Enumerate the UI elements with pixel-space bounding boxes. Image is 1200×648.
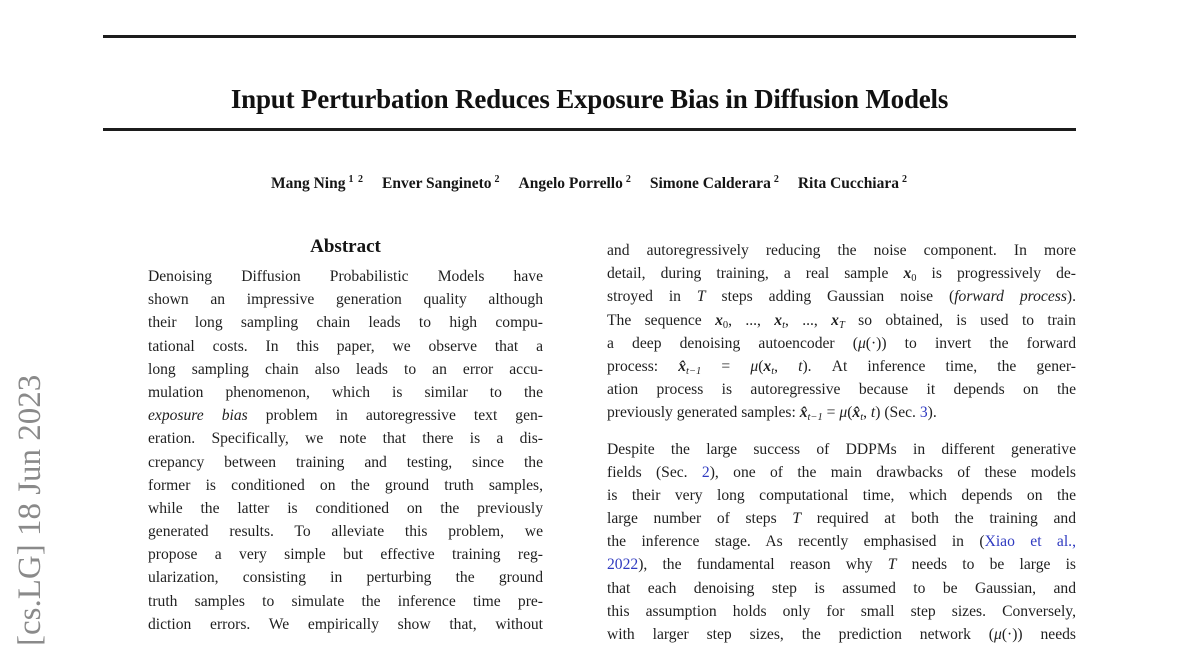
- text-segment: 0: [911, 273, 917, 285]
- text-segment: crepancy between training and testing, since the: [148, 453, 543, 471]
- text-segment: μ: [839, 404, 848, 422]
- intro-paragraph: [607, 239, 1076, 425]
- text-segment: ).: [1066, 288, 1076, 306]
- text-segment: μ: [750, 357, 759, 375]
- text-segment: (·)) needs: [1001, 626, 1076, 643]
- author-affiliation-sup: 2: [494, 174, 501, 185]
- author-line: [103, 174, 1076, 193]
- text-segment: T: [696, 288, 706, 306]
- author-affiliation-sup: 1 2: [348, 174, 364, 185]
- text-line: [148, 451, 543, 474]
- text-segment: x: [774, 311, 783, 329]
- author-affiliation-sup: 2: [773, 174, 780, 185]
- author-affiliation-sup: 2: [625, 174, 632, 185]
- text-segment: detail, during training, a real sample: [607, 265, 904, 283]
- text-segment: their long sampling chain leads to high compu-: [148, 314, 543, 332]
- text-line: [148, 404, 543, 427]
- text-segment: μ: [857, 334, 866, 352]
- text-line: [607, 461, 1076, 484]
- intro-column: [607, 239, 1076, 646]
- text-line: [607, 577, 1076, 600]
- text-line: [607, 553, 1076, 576]
- text-line: [607, 623, 1076, 646]
- text-line: [148, 358, 543, 381]
- text-segment: ,: [863, 404, 871, 422]
- text-segment: needs to be large is: [896, 556, 1076, 574]
- author: [271, 175, 364, 192]
- text-segment: shown an impressive generation quality although: [148, 291, 543, 309]
- text-segment: x: [715, 311, 723, 329]
- text-segment: x: [831, 311, 839, 329]
- author-affiliation-sup: 2: [902, 174, 908, 185]
- text-segment: is their very long computational time, which depends on the: [607, 486, 1076, 504]
- text-segment: diction errors. We empirically show that, without: [148, 615, 543, 633]
- citation-link[interactable]: 2: [701, 463, 710, 481]
- text-segment: x: [903, 265, 912, 283]
- text-line: [148, 265, 543, 288]
- text-segment: T: [887, 556, 897, 574]
- text-line: [148, 613, 543, 636]
- text-segment: t−1: [807, 412, 823, 424]
- text-line: [607, 285, 1076, 308]
- text-segment: exposure bias: [148, 407, 248, 425]
- text-segment: the inference stage. As recently emphasised in (: [607, 533, 985, 551]
- text-segment: while the latter is conditioned on the previously: [148, 499, 543, 517]
- author: [382, 175, 501, 192]
- text-segment: required at both the training and: [801, 510, 1076, 528]
- author-name: Simone Calderara: [649, 175, 771, 193]
- text-line: [607, 309, 1076, 332]
- text-segment: ularization, consisting in perturbing the ground: [148, 569, 543, 587]
- text-segment: t: [870, 404, 876, 422]
- citation-link[interactable]: Xiao et al.,: [984, 533, 1076, 551]
- paper-title: Input Perturbation Reduces Exposure Bias in Diffusion Models: [230, 84, 949, 115]
- text-segment: and autoregressively reducing the noise component. In more: [607, 242, 1076, 259]
- text-segment: this assumption holds only for small step sizes. Conversely,: [607, 602, 1076, 620]
- author-name: Enver Sangineto: [381, 175, 492, 193]
- title-rule-top: [103, 35, 1076, 38]
- text-line: [607, 600, 1076, 623]
- text-segment: =: [701, 357, 751, 375]
- text-segment: The sequence: [607, 311, 716, 329]
- text-segment: (: [758, 357, 764, 375]
- text-line: [607, 332, 1076, 355]
- text-segment: t−1: [686, 365, 702, 377]
- text-segment: μ: [993, 626, 1002, 643]
- text-segment: x̂: [678, 357, 687, 375]
- text-segment: ), the fundamental reason why: [638, 556, 888, 574]
- text-segment: t: [782, 319, 785, 331]
- text-segment: (·)) to invert the forward: [865, 334, 1076, 352]
- text-line: [148, 335, 543, 358]
- text-segment: Denoising Diffusion Probabilistic Models have: [148, 268, 543, 285]
- author: [519, 175, 632, 192]
- text-segment: eration. Specifically, we note that there is a dis-: [148, 430, 543, 448]
- text-line: [148, 474, 543, 497]
- text-line: [607, 262, 1076, 285]
- author-name: Angelo Porrello: [518, 175, 623, 193]
- text-line: [148, 311, 543, 334]
- text-segment: t: [798, 357, 803, 375]
- text-segment: steps adding Gaussian noise (: [705, 288, 955, 306]
- text-line: [607, 355, 1076, 378]
- text-segment: t: [771, 365, 775, 377]
- text-segment: 0: [722, 319, 729, 331]
- text-segment: generated results. To alleviate this problem, we: [148, 523, 543, 541]
- text-line: [148, 381, 543, 404]
- text-line: [607, 401, 1076, 424]
- text-line: [607, 530, 1076, 553]
- text-segment: t: [860, 412, 864, 424]
- text-line: [148, 520, 543, 543]
- text-segment: =: [822, 404, 840, 422]
- text-segment: previously generated samples:: [607, 404, 800, 422]
- abstract-text: [148, 265, 543, 636]
- text-segment: ). At inference time, the gener-: [802, 357, 1076, 375]
- text-segment: Despite the large success of DDPMs in different generative: [607, 440, 1076, 458]
- text-segment: x̂: [799, 404, 808, 422]
- text-segment: problem in autoregressive text gen-: [247, 407, 543, 425]
- author: [798, 175, 908, 192]
- text-line: [148, 590, 543, 613]
- text-line: [148, 288, 543, 311]
- text-segment: former is conditioned on the ground truth samples,: [148, 476, 543, 494]
- arxiv-stamp: [cs.LG] 18 Jun 2023: [12, 374, 48, 646]
- text-segment: T: [792, 510, 802, 528]
- text-line: [607, 438, 1076, 461]
- text-line: [148, 497, 543, 520]
- text-segment: ,: [774, 357, 799, 375]
- text-segment: , ...,: [728, 311, 775, 329]
- text-segment: ).: [927, 404, 937, 422]
- text-segment: so obtained, is used to train: [844, 311, 1076, 329]
- text-segment: mulation phenomenon, which is similar to the: [148, 383, 543, 401]
- citation-link[interactable]: 2022: [607, 556, 639, 574]
- text-line: [148, 543, 543, 566]
- text-segment: large number of steps: [607, 510, 793, 528]
- citation-link[interactable]: 3: [919, 404, 928, 422]
- text-line: [607, 484, 1076, 507]
- text-segment: x̂: [852, 404, 861, 422]
- title-rule-bottom: [103, 128, 1076, 131]
- abstract-heading: Abstract: [310, 236, 381, 257]
- intro-paragraph: [607, 438, 1076, 647]
- author-name: Mang Ning: [270, 175, 346, 193]
- text-segment: with larger step sizes, the prediction network (: [607, 626, 994, 643]
- text-segment: (: [847, 404, 853, 422]
- text-segment: is progressively de-: [916, 265, 1076, 283]
- text-segment: forward process: [954, 288, 1067, 306]
- text-segment: tational costs. In this paper, we observe that a: [148, 337, 543, 355]
- text-segment: ) (Sec.: [875, 404, 920, 422]
- text-line: [607, 507, 1076, 530]
- text-segment: long sampling chain also leads to an error accu-: [148, 360, 543, 378]
- text-segment: process:: [607, 357, 679, 375]
- text-segment: truth samples to simulate the inference time pre-: [148, 592, 543, 610]
- text-line: [607, 378, 1076, 401]
- text-segment: a deep denoising autoencoder (: [607, 334, 858, 352]
- text-segment: , ...,: [785, 311, 832, 329]
- text-segment: fields (Sec.: [607, 463, 702, 481]
- author-name: Rita Cucchiara: [797, 175, 899, 193]
- text-segment: ), one of the main drawbacks of these models: [709, 463, 1076, 481]
- text-line: [148, 566, 543, 589]
- text-segment: x: [763, 357, 772, 375]
- text-segment: that each denoising step is assumed to be Gaussian, and: [607, 579, 1076, 597]
- text-segment: T: [838, 319, 845, 331]
- text-segment: ation process is autoregressive because it depends on the: [607, 381, 1076, 399]
- text-line: [148, 427, 543, 450]
- text-segment: propose a very simple but effective training reg-: [148, 546, 543, 564]
- text-segment: stroyed in: [607, 288, 697, 306]
- author: [650, 175, 780, 192]
- text-line: [607, 239, 1076, 262]
